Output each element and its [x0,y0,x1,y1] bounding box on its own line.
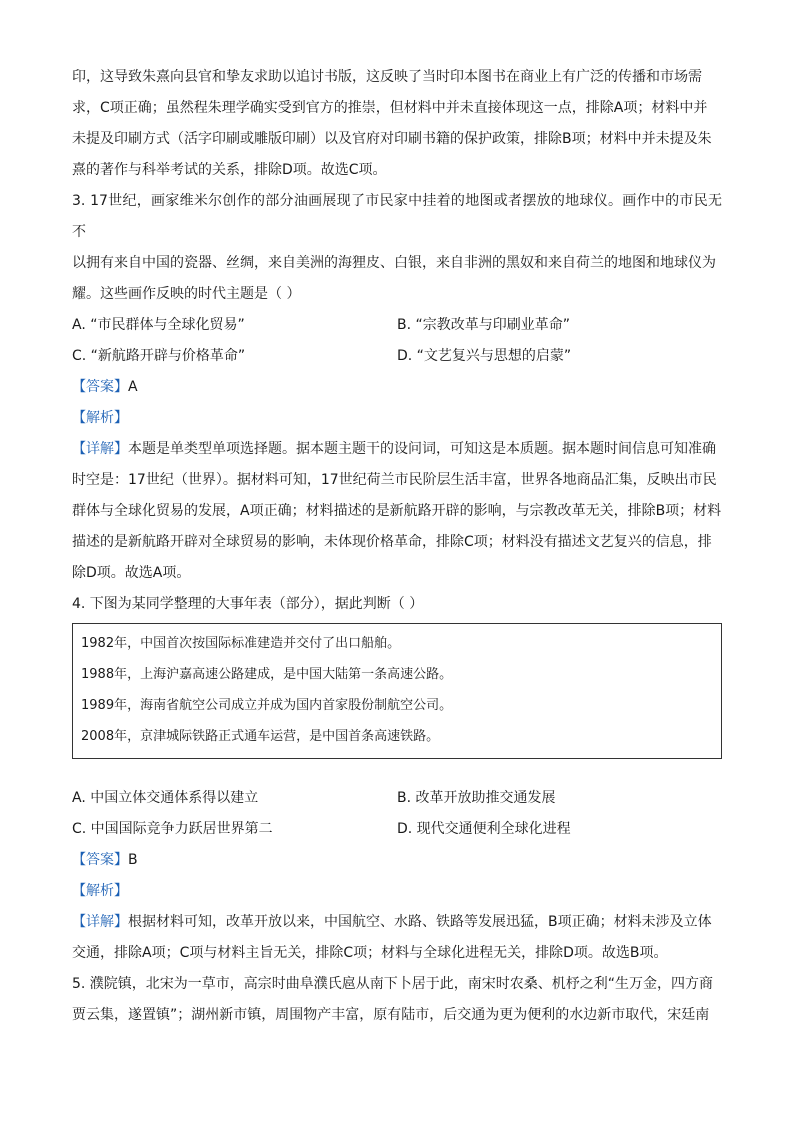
q4-detail-line-1 [72,907,722,938]
q4-detail-label: 【详解】 [72,914,128,930]
q4-timeline-row-1: 1982年，中国首次按国际标准建造并交付了出口船舶。 [81,636,401,651]
q3-detail-text-1: 本题是单类型单项选择题。据本题主题干的设问词，可知这是本质题。据本题时间信息可知准确 [128,441,716,457]
q4-option-a[interactable]: A. 中国立体交通体系得以建立 [72,790,259,806]
q2-explanation-line-4: 熹的著作与科举考试的关系，排除D项。故选C项。 [72,162,387,178]
q3-option-a[interactable]: A. “市民群体与全球化贸易” [72,317,245,333]
q3-answer [72,372,722,403]
q3-detail-line-5: 除D项。故选A项。 [72,565,191,581]
q4-answer [72,845,722,876]
q3-detail-label: 【详解】 [72,441,128,457]
q3-option-b[interactable]: B. “宗教改革与印刷业革命” [397,317,571,333]
q3-answer-value: A [128,379,138,395]
q4-options-row-1 [72,783,722,814]
q3-analysis-label [72,403,722,434]
q4-answer-value: B [128,852,138,868]
q2-explanation-line-3: 未提及印刷方式（活字印刷或雕版印刷）以及官府对印刷书籍的保护政策，排除B项；材料中并未提及朱 [72,131,712,147]
q3-analysis-label-text: 【解析】 [72,410,128,426]
q3-answer-label: 【答案】 [72,379,128,395]
q2-explanation-line-2: 求，C项正确；虽然程朱理学确实受到官方的推崇，但材料中并未直接体现这一点，排除A项；材料中并 [72,100,708,116]
q3-detail-line-4: 描述的是新航路开辟对全球贸易的影响，未体现价格革命，排除C项；材料没有描述文艺复兴的信息，排 [72,534,712,550]
q3-option-d[interactable]: D. “文艺复兴与思想的启蒙” [397,348,572,364]
q4-timeline-row-3: 1989年，海南省航空公司成立并成为国内首家股份制航空公司。 [81,698,453,713]
q4-timeline-row-4: 2008年，京津城际铁路正式通车运营，是中国首条高速铁路。 [81,729,440,744]
q4-analysis-label [72,876,722,907]
q4-detail-line-2: 交通，排除A项；C项与材料主旨无关，排除C项；材料与全球化进程无关，排除D项。故选B项。 [72,945,668,961]
q4-analysis-label-text: 【解析】 [72,883,128,899]
q3-stem-line-3: 耀。这些画作反映的时代主题是（ ） [72,286,301,302]
spacer [72,759,722,783]
q4-option-b[interactable]: B. 改革开放助推交通发展 [397,790,556,806]
q4-option-d[interactable]: D. 现代交通便利全球化进程 [397,821,571,837]
q4-timeline-row-2: 1988年，上海沪嘉高速公路建成，是中国大陆第一条高速公路。 [81,667,453,682]
q4-detail-text-1: 根据材料可知，改革开放以来，中国航空、水路、铁路等发展迅猛，B项正确；材料未涉及立体 [128,914,712,930]
q3-stem-line-1: 3. 17世纪，画家维米尔创作的部分油画展现了市民家中挂着的地图或者摆放的地球仪。画作中的市民无不 [72,193,722,240]
q3-option-c[interactable]: C. “新航路开辟与价格革命” [72,348,246,364]
q3-detail-line-3: 群体与全球化贸易的发展，A项正确；材料描述的是新航路开辟的影响，与宗教改革无关，排除B项；材料 [72,503,722,519]
q3-options-row-2 [72,341,722,372]
q3-stem-line-2: 以拥有来自中国的瓷器、丝绸，来自美洲的海狸皮、白银，来自非洲的黑奴和来自荷兰的地图和地球仪为 [72,255,716,271]
q5-stem-line-1: 5. 濮院镇，北宋为一草市，高宗时曲阜濮氏扈从南下卜居于此，南宋时农桑、机杼之利“生万金，四方商 [72,976,714,992]
q4-stem: 4. 下图为某同学整理的大事年表（部分），据此判断（ ） [72,596,424,612]
q5-stem-line-2: 贾云集，遂置镇”；湖州新市镇，周围物产丰富，原有陆市，后交通为更为便利的水边新市取代，宋廷南 [72,1007,710,1023]
q4-options-row-2 [72,814,722,845]
document-page [72,62,722,1031]
q4-option-c[interactable]: C. 中国国际竞争力跃居世界第二 [72,821,273,837]
q2-explanation-line-1: 印，这导致朱熹向县官和挚友求助以追讨书版，这反映了当时印本图书在商业上有广泛的传播和市场需 [72,69,702,85]
q3-detail-line-1 [72,434,722,465]
q4-timeline-table [72,623,722,759]
q4-answer-label: 【答案】 [72,852,128,868]
q3-detail-line-2: 时空是：17世纪（世界）。据材料可知，17世纪荷兰市民阶层生活丰富，世界各地商品汇集，反映出市民 [72,472,717,488]
q3-options-row-1 [72,310,722,341]
